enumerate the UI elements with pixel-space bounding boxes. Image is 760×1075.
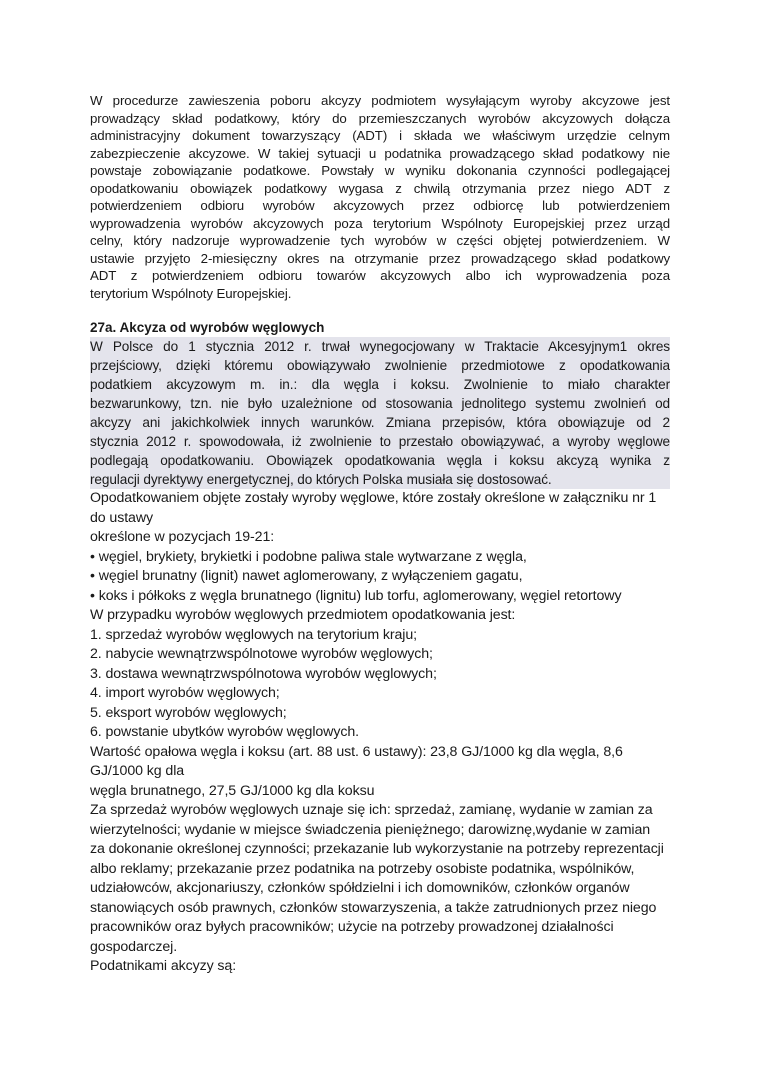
text-line: podlegają opodatkowaniu. Obowiązek opodatkowania węgla i koksu akcyzą wynika z (90, 453, 670, 468)
text-line: Za sprzedaż wyrobów węglowych uznaje się ich: sprzedaż, zamianę, wydanie w zamian za (90, 802, 653, 818)
text-line: administracyjny dokument towarzyszący (ADT) i składa we właściwym urzędzie celnym (90, 128, 670, 143)
text-line: potwierdzeniem odbioru wyrobów akcyzowych przez odbiorcę lub potwierdzeniem (90, 198, 670, 213)
body-text (90, 489, 670, 977)
text-line: węgla brunatnego, 27,5 GJ/1000 kg dla koksu (90, 782, 375, 799)
text-line: za dokonanie określonej czynności; przekazanie lub wykorzystanie na potrzeby reprezentacji (90, 841, 664, 857)
list-item: • węgiel brunatny (lignit) nawet aglomerowany, z wyłączeniem gagatu, (90, 568, 523, 584)
text-line: albo reklamy; przekazanie przez podatnika na potrzeby osobiste podatnika, wspólników, (90, 860, 635, 877)
text-line: do ustawy (90, 509, 153, 526)
section-heading: 27a. Akcyza od wyrobów węglowych (90, 320, 325, 335)
text-line: określone w pozycjach 19-21: (90, 529, 275, 545)
text-line: wierzytelności; wydanie w miejsce świadczenia pieniężnego; darowiznę,wydanie w zamian (90, 821, 651, 838)
list-item: 4. import wyrobów węglowych; (90, 685, 280, 701)
text-line: opodatkowaniu obowiązek podatkowy wygasa z chwilą otrzymania przez niego ADT z (90, 180, 670, 196)
intro-paragraph (90, 92, 670, 302)
list-item: • koks i półkoks z węgla brunatnego (lignitu) lub torfu, aglomerowany, węgiel retortowy (90, 587, 622, 604)
text-line: celny, który nadzoruje wyprowadzenie tych wyrobów w części objętej potwierdzeniem. W (90, 233, 670, 248)
text-line: W przypadku wyrobów węglowych przedmiotem opodatkowania jest: (90, 607, 516, 623)
document-content (90, 92, 670, 977)
text-line: pracowników oraz byłych pracowników; użycie na potrzeby prowadzonej działalności (90, 919, 614, 935)
list-item: • węgiel, brykiety, brykietki i podobne paliwa stale wytwarzane z węgla, (90, 548, 527, 565)
text-line: Podatnikami akcyzy są: (90, 958, 237, 974)
text-line: W procedurze zawieszenia poboru akcyzy podmiotem wysyłającym wyroby akcyzowe jest (90, 93, 670, 108)
list-item: 3. dostawa wewnątrzwspólnotowa wyrobów węglowych; (90, 665, 437, 682)
highlighted-paragraph (90, 337, 670, 489)
text-line: GJ/1000 kg dla (90, 763, 185, 779)
text-line: udziałowców, akcjonariuszy, członków spółdzielni i ich domowników, członków organów (90, 880, 630, 896)
text-line: Wartość opałowa węgla i koksu (art. 88 ust. 6 ustawy): 23,8 GJ/1000 kg dla węgla, 8,6 (90, 743, 623, 760)
text-line: gospodarczej. (90, 938, 178, 955)
text-line: zabezpieczenie akcyzowe. W takiej sytuacji u podatnika prowadzącego skład podatkowy nie (90, 145, 670, 161)
text-line: ustawie przyjęto 2-miesięczny okres na otrzymanie przez prowadzącego skład podatkowy (90, 250, 670, 266)
text-line: W Polsce do 1 stycznia 2012 r. trwał wynegocjowany w Traktacie Akcesyjnym1 okres (90, 339, 670, 354)
text-line: stanowiących osób prawnych, członków stowarzyszenia, a także zatrudnionych przez niego (90, 899, 657, 916)
text-line: ADT z potwierdzeniem odbioru towarów akcyzowych albo ich wyprowadzenia poza (90, 268, 670, 283)
text-line: powstaje zobowiązanie podatkowe. Powstały w wyniku dokonania czynności podlegającej (90, 163, 670, 178)
text-line: podatkiem akcyzowym m. in.: dla węgla i koksu. Zwolnienie to miało charakter (90, 377, 670, 392)
list-item: 2. nabycie wewnątrzwspólnotowe wyrobów węglowych; (90, 646, 433, 662)
text-line: wyprowadzenia wyrobów akcyzowych poza terytorium Wspólnoty Europejskiej przez urząd (90, 215, 670, 231)
list-item: 5. eksport wyrobów węglowych; (90, 704, 287, 721)
text-line: prowadzący skład podatkowy, który do przemieszczanych wyrobów akcyzowych dołącza (90, 110, 670, 126)
text-line: przejściowy, dzięki któremu obowiązywało zwolnienie przedmiotowe z opodatkowania (90, 358, 670, 373)
text-line: terytorium Wspólnoty Europejskiej. (90, 285, 292, 301)
text-line: Opodatkowaniem objęte zostały wyroby węglowe, które zostały określone w załączniku nr 1 (90, 490, 657, 506)
list-item: 6. powstanie ubytków wyrobów węglowych. (90, 724, 359, 740)
list-item: 1. sprzedaż wyrobów węglowych na terytorium kraju; (90, 626, 417, 643)
text-line: stycznia 2012 r. spowodowała, iż zwolnienie to przestało obowiązywać, a wyroby węglowe (90, 434, 670, 449)
text-line: regulacji dyrektywy energetycznej, do których Polska musiała się dostosować. (90, 472, 552, 487)
text-line: bezwarunkowy, tzn. nie było uzależnione od stosowania jednolitego systemu zwolnień od (90, 396, 670, 411)
text-line: akcyzy ani jakichkolwiek innych warunków. Zmiana przepisów, która obowiązuje od 2 (90, 415, 670, 430)
